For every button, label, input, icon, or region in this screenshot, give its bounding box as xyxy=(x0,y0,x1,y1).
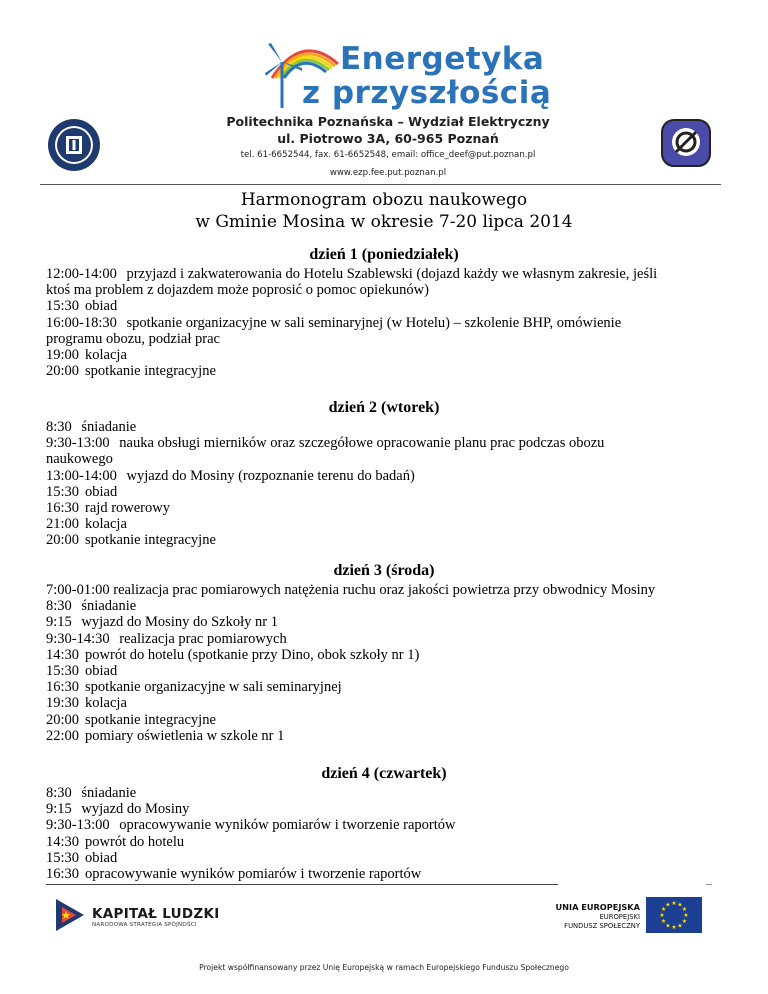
schedule-row xyxy=(46,663,722,679)
schedule-time: 16:30 xyxy=(46,500,80,517)
schedule-row xyxy=(46,298,722,314)
schedule-row xyxy=(46,695,722,711)
schedule-activity: opracowywanie wyników pomiarów i tworzenie raportów xyxy=(85,866,422,883)
schedule-activity: obiad xyxy=(85,663,118,680)
eu-label-line3: FUNDUSZ SPOŁECZNY xyxy=(564,922,640,930)
svg-text:★: ★ xyxy=(671,900,677,907)
day-heading: dzień 2 (wtorek) xyxy=(328,399,440,416)
svg-text:★: ★ xyxy=(683,912,689,919)
schedule-activity: śniadanie xyxy=(81,419,137,435)
eu-label-line2: EUROPEJSKI xyxy=(599,913,640,921)
schedule-time: 19:00 xyxy=(46,347,80,364)
schedule-row xyxy=(46,785,722,801)
project-cofinancing-note: Projekt współfinansowany przez Unię Europejską w ramach Europejskiego Funduszu Społecznego xyxy=(199,963,569,972)
schedule-activity: pomiary oświetlenia w szkole nr 1 xyxy=(85,727,285,744)
day-schedule xyxy=(46,266,722,379)
institution-name: Politechnika Poznańska – Wydział Elektryczny xyxy=(226,114,550,129)
schedule-row-continuation: ktoś ma problem z dojazdem może poprosić o pomoc opiekunów) xyxy=(46,282,429,299)
schedule-time: 16:00-18:30 xyxy=(46,314,117,331)
svg-text:★: ★ xyxy=(665,901,671,909)
schedule-time: 20:00 xyxy=(46,363,80,380)
schedule-time: 9:15 xyxy=(46,614,72,631)
schedule-time: 9:30-13:00 xyxy=(46,817,110,834)
schedule-time: 9:30-14:30 xyxy=(46,630,110,647)
schedule-time: 9:15 xyxy=(46,801,72,818)
schedule-time: 9:30-13:00 xyxy=(46,435,110,452)
schedule-time: 8:30 xyxy=(46,598,72,615)
kapital-ludzki-logo-icon xyxy=(52,893,88,937)
day-heading: dzień 1 (poniedziałek) xyxy=(309,246,459,263)
schedule-row xyxy=(46,598,722,614)
schedule-time: 14:30 xyxy=(46,833,80,850)
schedule-time: 16:30 xyxy=(46,679,80,696)
schedule-row xyxy=(46,363,722,379)
schedule-row-continuation: programu obozu, podział prac xyxy=(46,330,220,347)
schedule-activity: obiad xyxy=(85,849,118,866)
schedule-row xyxy=(46,647,722,663)
schedule-activity: realizacja prac pomiarowych xyxy=(119,630,287,647)
schedule-activity: powrót do hotelu xyxy=(85,833,185,850)
schedule-activity: przyjazd i zakwaterowania do Hotelu Szablewski (dojazd każdy we własnym zakresie, jeśli xyxy=(126,266,658,282)
schedule-activity: kolacja xyxy=(85,347,127,364)
svg-text:★: ★ xyxy=(681,918,688,925)
document-title-line1: Harmonogram obozu naukowego xyxy=(240,190,528,210)
schedule-time: 19:30 xyxy=(46,695,80,712)
schedule-row xyxy=(46,582,722,598)
svg-text:★: ★ xyxy=(681,906,688,913)
schedule-activity: kolacja xyxy=(85,516,127,533)
day-schedule xyxy=(46,785,722,882)
svg-text:★: ★ xyxy=(660,906,667,913)
header-divider xyxy=(40,184,721,185)
schedule-row xyxy=(46,435,722,451)
schedule-row xyxy=(46,801,722,817)
schedule-row xyxy=(46,614,722,630)
schedule-activity: spotkanie integracyjne xyxy=(85,532,216,549)
schedule-time: 20:00 xyxy=(46,532,80,549)
schedule-row xyxy=(46,468,722,484)
svg-text:★: ★ xyxy=(677,922,683,930)
schedule-activity: wyjazd do Mosiny (rozpoznanie terenu do badań) xyxy=(126,467,415,484)
schedule-row xyxy=(46,817,722,833)
svg-text:★: ★ xyxy=(671,924,677,931)
schedule-row xyxy=(46,516,722,532)
schedule-activity: opracowywanie wyników pomiarów i tworzenie raportów xyxy=(119,817,456,834)
schedule-time: 15:30 xyxy=(46,298,80,315)
schedule-row-continuation: naukowego xyxy=(46,451,113,468)
schedule-row xyxy=(46,532,722,548)
schedule-row xyxy=(46,834,722,850)
kapital-ludzki-title: KAPITAŁ LUDZKI xyxy=(92,906,220,922)
schedule-time: 15:30 xyxy=(46,483,80,500)
schedule-time: 15:30 xyxy=(46,663,80,680)
eu-label-line1: UNIA EUROPEJSKA xyxy=(555,902,640,912)
schedule-activity: śniadanie xyxy=(81,598,137,615)
schedule-row xyxy=(46,266,722,282)
schedule-activity: realizacja prac pomiarowych natężenia ruchu oraz jakości powietrza przy obwodnicy Mosiny xyxy=(113,582,656,598)
schedule-row xyxy=(46,712,722,728)
schedule-activity: spotkanie integracyjne xyxy=(85,363,216,380)
schedule-time: 8:30 xyxy=(46,785,72,801)
schedule-activity: wyjazd do Mosiny do Szkoły nr 1 xyxy=(81,614,278,631)
institution-address: ul. Piotrowo 3A, 60-965 Poznań xyxy=(277,131,499,146)
schedule-row xyxy=(46,500,722,516)
schedule-time: 20:00 xyxy=(46,711,80,728)
schedule-row xyxy=(46,631,722,647)
schedule-row xyxy=(46,866,722,882)
schedule-time: 8:30 xyxy=(46,419,72,435)
schedule-activity: spotkanie integracyjne xyxy=(85,711,216,728)
schedule-row xyxy=(46,484,722,500)
institution-contact: tel. 61-6652544, fax. 61-6652548, email: office_deef@put.poznan.pl xyxy=(240,150,536,160)
svg-text:★: ★ xyxy=(677,901,683,909)
schedule-time: 16:30 xyxy=(46,866,80,883)
schedule-activity: kolacja xyxy=(85,695,127,712)
schedule-activity: śniadanie xyxy=(81,785,137,801)
schedule-time: 15:30 xyxy=(46,849,80,866)
schedule-row xyxy=(46,679,722,695)
schedule-time: 14:30 xyxy=(46,646,80,663)
schedule-row xyxy=(46,347,722,363)
schedule-activity: rajd rowerowy xyxy=(85,500,170,517)
schedule-time: 7:00-01:00 xyxy=(46,582,110,598)
document-title-line2: w Gminie Mosina w okresie 7-20 lipca 2014 xyxy=(195,212,573,232)
day-heading: dzień 4 (czwartek) xyxy=(321,765,447,782)
svg-text:★: ★ xyxy=(660,918,667,925)
schedule-activity: spotkanie organizacyjne w sali seminaryjnej xyxy=(85,679,342,696)
schedule-row xyxy=(46,728,722,744)
svg-text:★: ★ xyxy=(665,922,671,930)
logo-title-line2: z przyszłością xyxy=(302,75,552,111)
schedule-activity: obiad xyxy=(85,298,118,315)
schedule-time: 12:00-14:00 xyxy=(46,266,117,282)
day-heading: dzień 3 (środa) xyxy=(333,562,435,579)
institution-website: www.ezp.fee.put.poznan.pl xyxy=(329,168,447,178)
schedule-activity: obiad xyxy=(85,483,118,500)
footer-divider xyxy=(46,884,558,885)
schedule-time: 22:00 xyxy=(46,727,80,744)
day-schedule xyxy=(46,582,722,744)
logo-title-line1: Energetyka xyxy=(340,41,545,77)
schedule-activity: powrót do hotelu (spotkanie przy Dino, obok szkoły nr 1) xyxy=(85,646,420,663)
kapital-ludzki-subtitle: NARODOWA STRATEGIA SPÓJNOŚCI xyxy=(92,922,197,928)
schedule-activity: wyjazd do Mosiny xyxy=(81,801,190,818)
eu-flag-icon xyxy=(646,897,702,933)
schedule-row xyxy=(46,315,722,331)
schedule-row xyxy=(46,419,722,435)
day-schedule xyxy=(46,419,722,549)
schedule-time: 13:00-14:00 xyxy=(46,467,117,484)
svg-text:★: ★ xyxy=(659,912,665,919)
schedule-row xyxy=(46,850,722,866)
footer-dash: – xyxy=(706,876,712,890)
schedule-activity: nauka obsługi mierników oraz szczegółowe opracowanie planu prac podczas obozu xyxy=(119,435,605,452)
schedule-time: 21:00 xyxy=(46,516,80,533)
schedule-activity: spotkanie organizacyjne w sali seminaryjnej (w Hotelu) – szkolenie BHP, omówienie xyxy=(126,314,622,331)
